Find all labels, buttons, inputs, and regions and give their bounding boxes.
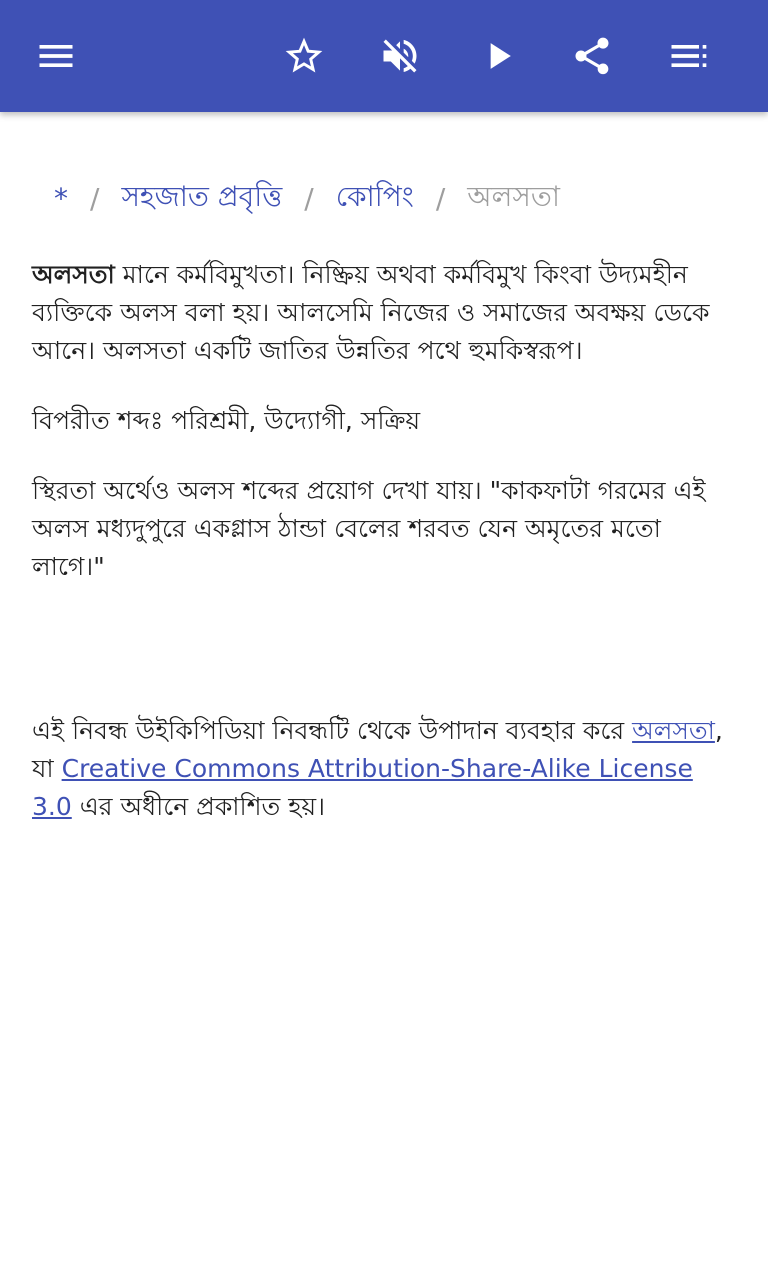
attribution-suffix: এর অধীনে প্রকাশিত হয়। bbox=[71, 792, 326, 821]
toc-button[interactable] bbox=[660, 28, 716, 84]
playlist-icon bbox=[666, 34, 710, 78]
license-link[interactable]: Creative Commons Attribution-Share-Alike License 3.0 bbox=[32, 754, 693, 821]
breadcrumb-separator: / bbox=[304, 181, 314, 215]
menu-button[interactable] bbox=[28, 28, 84, 84]
breadcrumb-coping[interactable]: কোপিং bbox=[335, 179, 414, 213]
article-paragraph-antonyms: বিপরীত শব্দঃ পরিশ্রমী, উদ্যোগী, সক্রিয় bbox=[32, 406, 421, 435]
breadcrumb-separator: / bbox=[90, 181, 100, 215]
breadcrumb bbox=[32, 160, 736, 236]
attribution-notice bbox=[32, 712, 736, 826]
favorite-button[interactable] bbox=[276, 28, 332, 84]
share-button[interactable] bbox=[564, 28, 620, 84]
menu-icon bbox=[34, 34, 78, 78]
article-definition-text: মানে কর্মবিমুখতা। নিষ্ক্রিয় অথবা কর্মবিমুখ কিংবা উদ্যমহীন ব্যক্তিকে অলস বলা হয়। আলসেমি নিজের ও সমাজের অবক্ষয় ডেকে আনে। অলসতা একটি জাতির উন্নতির পথে হুমকিস্বরূপ। bbox=[32, 260, 710, 365]
breadcrumb-separator: / bbox=[435, 181, 446, 215]
article-paragraph-definition bbox=[32, 256, 736, 370]
play-icon bbox=[476, 34, 520, 78]
volume-off-icon bbox=[378, 34, 422, 78]
breadcrumb-root[interactable]: * bbox=[54, 181, 68, 215]
attribution-prefix: এই নিবন্ধ উইকিপিডিয়া নিবন্ধটি থেকে উপাদান ব্যবহার করে bbox=[32, 716, 633, 745]
play-button[interactable] bbox=[470, 28, 526, 84]
source-article-link[interactable]: অলসতা bbox=[632, 716, 715, 745]
mute-button[interactable] bbox=[372, 28, 428, 84]
share-icon bbox=[570, 34, 614, 78]
top-toolbar bbox=[0, 0, 768, 112]
attribution-middle: , যা bbox=[32, 716, 723, 783]
star-icon bbox=[282, 34, 326, 78]
breadcrumb-current: অলসতা bbox=[467, 179, 561, 213]
article-content bbox=[32, 160, 736, 858]
article-paragraph-usage: স্থিরতা অর্থেও অলস শব্দের প্রয়োগ দেখা যায়। "কাকফাটা গরমের এই অলস মধ্যদুপুরে একগ্লাস ঠান্ডা বেলের শরবত যেন অমৃতের মতো লাগে।" bbox=[32, 476, 706, 581]
breadcrumb-instinct[interactable]: সহজাত প্রবৃত্তি bbox=[121, 179, 283, 213]
article-term: অলসতা bbox=[32, 260, 115, 289]
